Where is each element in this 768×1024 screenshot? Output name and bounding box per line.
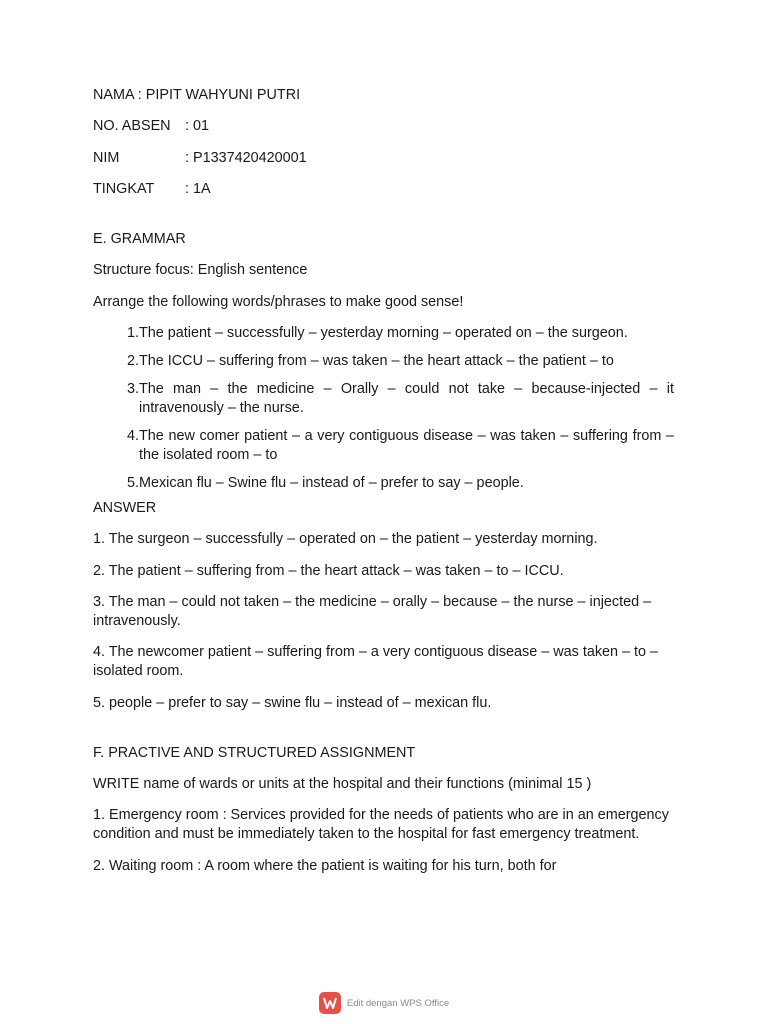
grammar-instruction: Arrange the following words/phrases to make good sense! [93,293,464,310]
header-tingkat [93,180,675,199]
question-item [93,474,675,493]
answer-item: 4. The newcomer patient – suffering from – a very contiguous disease – was taken – to – isolated room. [93,644,659,680]
nama-text: NAMA : PIPIT WAHYUNI PUTRI [93,87,301,103]
header-nim [93,149,675,168]
question-item [93,427,675,465]
question-text: The ICCU – suffering from – was taken – the heart attack – the patient – to [139,353,614,370]
wps-office-icon [319,992,341,1014]
question-item [93,324,675,343]
wps-footer-label: Edit dengan WPS Office [346,997,450,1009]
grammar-focus: Structure focus: English sentence [93,262,308,279]
wps-footer[interactable] [0,992,768,1014]
practice-instruction: WRITE name of wards or units at the hospital and their functions (minimal 15 ) [93,776,592,793]
question-text: The new comer patient – a very contiguous disease – was taken – suffering from – the isolated room – to [139,428,674,464]
question-number: 3. [126,381,139,398]
question-list [93,324,675,493]
practice-item: 2. Waiting room : A room where the patient is waiting for his turn, both for [93,857,557,874]
nim-value: : P1337420420001 [185,149,307,166]
question-text: The patient – successfully – yesterday morning – operated on – the surgeon. [139,325,628,342]
question-number: 4. [126,428,139,445]
document-page [93,86,675,888]
question-text: Mexican flu – Swine flu – instead of – prefer to say – people. [139,475,524,492]
answer-title: ANSWER [93,500,157,517]
header-nama [93,86,675,105]
answer-item: 2. The patient – suffering from – the heart attack – was taken – to – ICCU. [93,562,564,579]
question-number: 5. [126,475,139,492]
nim-label: NIM [93,149,120,166]
absen-label: NO. ABSEN [93,118,171,135]
practice-title: F. PRACTIVE AND STRUCTURED ASSIGNMENT [93,744,416,761]
answer-item: 3. The man – could not taken – the medicine – orally – because – the nurse – injected – intravenously. [93,593,652,629]
tingkat-label: TINGKAT [93,180,155,197]
absen-value: : 01 [185,118,210,135]
question-text: The man – the medicine – Orally – could not take – because-injected – it intravenously – the nurse. [139,381,674,417]
answer-item: 5. people – prefer to say – swine flu – instead of – mexican flu. [93,694,492,711]
answer-item: 1. The surgeon – successfully – operated on – the patient – yesterday morning. [93,531,598,548]
header-absen [93,117,675,136]
tingkat-value: : 1A [185,180,211,197]
question-number: 2. [126,353,139,370]
question-number: 1. [126,325,139,342]
question-item [93,380,675,418]
grammar-title: E. GRAMMAR [93,231,186,248]
question-item [93,352,675,371]
practice-item: 1. Emergency room : Services provided for the needs of patients who are in an emergency condition and must be immediately taken to the hospital for fast emergency treatment. [93,807,669,843]
